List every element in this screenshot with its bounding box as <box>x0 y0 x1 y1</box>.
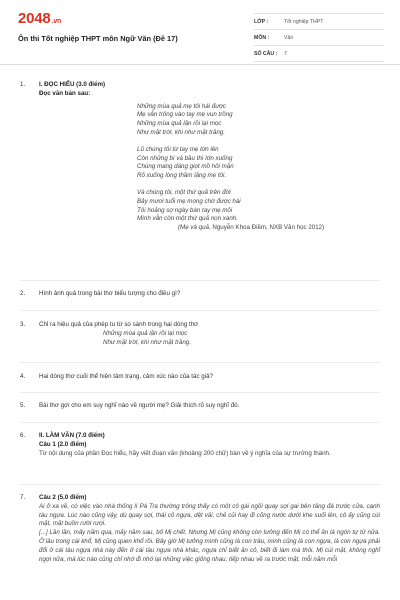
question-number: 5. <box>20 402 26 409</box>
quoted-line: Như mặt trời, khi như mặt trăng. <box>103 338 191 346</box>
question-subheading: Câu 1 (2.0 điểm) <box>39 440 87 448</box>
meta-row-count <box>254 46 384 62</box>
question-number: 7. <box>20 494 26 501</box>
poem-line: Tôi hoảng sợ ngày bàn tay mẹ mỏi <box>137 206 233 214</box>
divider <box>20 484 380 485</box>
question-text: Hai dòng thơ cuối thể hiện tâm trạng, cảm xúc nào của tác giả? <box>39 373 213 380</box>
meta-label: MÔN : <box>254 34 270 41</box>
poem-line: Như mặt trời, khi như mặt trăng. <box>137 128 225 136</box>
divider <box>20 422 380 423</box>
meta-label: SỐ CÂU : <box>254 50 278 57</box>
poem-line: Và chúng tôi, một thứ quả trên đời <box>137 188 231 196</box>
question-number: 3. <box>20 321 26 328</box>
poem-stanza <box>39 146 380 181</box>
excerpt-paragraph: [...] Lần lần, mấy năm qua, mấy năm sau, bố Mị chết. Nhưng Mị cũng không còn tưởng đến Mị có thể ăn lá ngón tự tử nữa. Ở lâu trong cái khổ, Mị cũng quen khổ rồi. Bây giờ Mị tưởng mình cũng là con trâu, mình cũng là con ngựa, là con ngựa phải đổi ở cái tàu ngựa nhà này đến ở cái tàu ngựa nhà khác, ngựa chỉ biết ăn cỏ, biết đi làm mà thôi. Mị cúi mặt, không nghĩ ngợi nữa, mà lúc nào cũng chỉ nhớ đi nhớ lại những việc giống nhau, tiếp nhau vẽ ra trước mặt, mỗi năm mỗi <box>39 529 380 563</box>
question-number: 2. <box>20 290 26 297</box>
question-text: Bài thơ gợi cho em suy nghĩ nào về người mẹ? Giải thích rõ suy nghĩ đó. <box>39 402 240 409</box>
poem-line: Những mùa quả lặn rồi lại mọc <box>137 120 222 128</box>
source-title: (Mẹ và quả <box>178 224 209 232</box>
page-title: Ôn thi Tốt nghiệp THPT môn Ngữ Văn (Đề 17) <box>18 34 178 43</box>
divider <box>20 310 380 311</box>
section-heading: II. LÀM VĂN (7.0 điểm) <box>39 432 105 439</box>
poem-line: Chúng mang dáng giọt mồ hôi mặn <box>137 163 234 171</box>
question-number: 6. <box>20 432 26 439</box>
logo-tld-text: .vn <box>51 18 62 25</box>
poem-line: Mẹ vẫn trông vào tay mẹ vun trồng <box>137 111 233 119</box>
poem-source <box>178 224 380 233</box>
site-logo[interactable] <box>18 10 61 27</box>
meta-row-class <box>254 13 384 30</box>
meta-value: 7 <box>284 50 287 57</box>
poem-line: Mình vẫn còn một thứ quả non xanh. <box>137 215 238 223</box>
divider <box>20 280 380 281</box>
meta-row-subject <box>254 30 384 46</box>
quoted-line: Những mùa quả lặn rồi lại mọc <box>103 329 188 337</box>
question-number: 1. <box>20 81 26 88</box>
meta-value: Tốt nghiệp THPT <box>284 18 324 25</box>
divider <box>20 362 380 363</box>
excerpt-paragraph: Ai ở xa về, có việc vào nhà thống lí Pá Tra thường trông thấy có một cô gái ngồi quay sợi gai bên tảng đá trước cửa, cạnh tàu ngựa. Lúc nào cũng vậy, dù quay sợi, thái cỏ ngựa, dệt vải, chẻ củi hay đi cõng nước dưới khe suối lên, cô ấy cũng cúi mặt, mặt buồn rười rượi. <box>39 502 380 528</box>
poem-stanza <box>39 103 380 138</box>
source-details: , Nguyễn Khoa Điềm, NXB Văn học 2012) <box>208 224 325 232</box>
meta-value: Văn <box>284 34 294 41</box>
question-text: Từ nội dung của phần Đọc hiểu, hãy viết đoạn văn (khoảng 200 chữ) bàn về ý nghĩa của sự trưởng thành. <box>39 449 331 457</box>
poem-stanza <box>39 189 380 224</box>
poem-line: Những mùa quả mẹ tôi hái được <box>137 102 226 110</box>
poem-line: Lũ chúng tôi từ tay mẹ lớn lên <box>137 145 219 153</box>
question-number: 4. <box>20 373 26 380</box>
question-subheading: Đọc văn bản sau: <box>39 89 91 97</box>
meta-label: LỚP : <box>254 18 269 25</box>
poem-line: Rỏ xuống lòng thầm lặng mẹ tôi. <box>137 172 227 180</box>
divider <box>20 392 380 393</box>
logo-main-text: 2048 <box>18 10 51 27</box>
page-header <box>0 0 400 65</box>
exam-meta-table <box>254 13 384 62</box>
poem-line: Còn những bí và bầu thì lớn xuống <box>137 154 233 162</box>
question-text: Hình ảnh quả trong bài thơ biểu tượng cho điều gì? <box>39 290 181 297</box>
poem-line: Bảy mươi tuổi mẹ mong chờ được hái <box>137 197 241 205</box>
question-subheading: Câu 2 (5.0 điểm) <box>39 494 87 501</box>
section-heading: I. ĐỌC HIỂU (3.0 điểm) <box>39 81 106 88</box>
question-text: Chỉ ra hiệu quả của phép tu từ so sánh trong hai dòng thơ <box>39 321 199 328</box>
